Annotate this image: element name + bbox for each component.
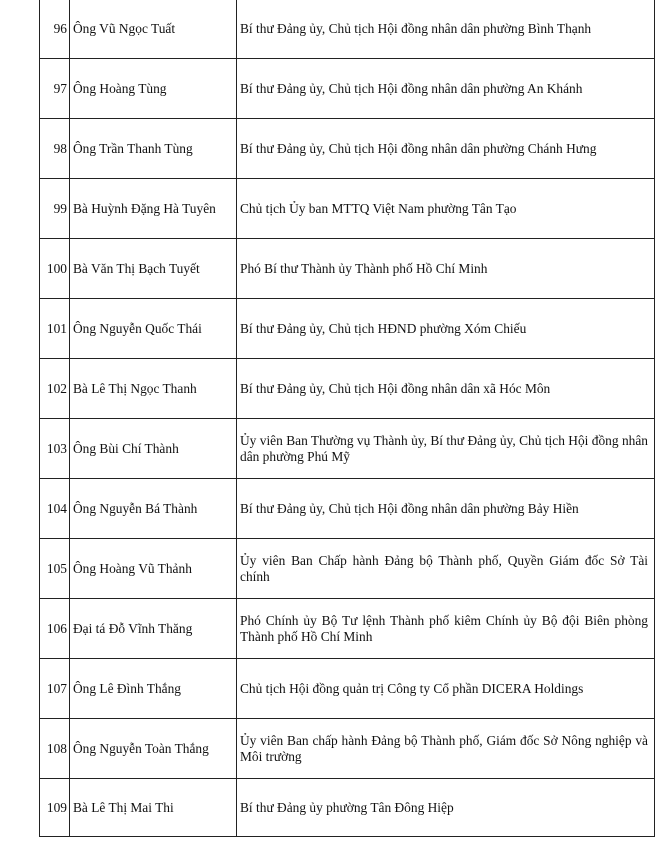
- table-row: [40, 359, 655, 419]
- delegate-position: Ủy viên Ban chấp hành Đảng bộ Thành phố, Giám đốc Sở Nông nghiệp và Môi trường: [237, 719, 655, 779]
- delegate-name: Ông Nguyễn Bá Thành: [70, 479, 237, 539]
- delegate-name: Bà Lê Thị Mai Thi: [70, 779, 237, 837]
- table-row: [40, 479, 655, 539]
- row-number-cell: [40, 539, 70, 599]
- row-number: 107: [46, 680, 67, 696]
- row-number: 108: [46, 740, 67, 756]
- table-row: [40, 419, 655, 479]
- delegate-name: Ông Lê Đình Thắng: [70, 659, 237, 719]
- delegate-name: Ông Trần Thanh Tùng: [70, 119, 237, 179]
- delegate-name: Đại tá Đỗ Vĩnh Thăng: [70, 599, 237, 659]
- table-row: [40, 0, 655, 59]
- delegate-position-text: Bí thư Đảng ủy, Chủ tịch Hội đồng nhân dân phường Bảy Hiền: [240, 500, 579, 516]
- row-number: 100: [46, 260, 67, 276]
- delegate-name: Ông Nguyễn Toàn Thắng: [70, 719, 237, 779]
- row-number: 102: [46, 380, 67, 396]
- row-number-cell: [40, 179, 70, 239]
- delegate-position: Ủy viên Ban Thường vụ Thành ủy, Bí thư Đảng ủy, Chủ tịch Hội đồng nhân dân phường Phú Mỹ: [237, 419, 655, 479]
- row-number: 104: [46, 500, 67, 516]
- delegate-position: [237, 359, 655, 419]
- row-number-cell: [40, 719, 70, 779]
- table-row: [40, 239, 655, 299]
- table-row: [40, 659, 655, 719]
- row-number: 97: [53, 80, 67, 96]
- row-number-cell: [40, 59, 70, 119]
- row-number: 103: [46, 440, 67, 456]
- table-row: [40, 779, 655, 837]
- row-number: 109: [46, 799, 67, 815]
- delegate-position-text: Chủ tịch Ủy ban MTTQ Việt Nam phường Tân Tạo: [240, 200, 517, 216]
- delegate-list-table: [39, 0, 655, 837]
- delegate-position: Phó Chính ủy Bộ Tư lệnh Thành phố kiêm Chính ủy Bộ đội Biên phòng Thành phố Hồ Chí Minh: [237, 599, 655, 659]
- table-row: [40, 59, 655, 119]
- delegate-position: [237, 59, 655, 119]
- row-number: 106: [46, 620, 67, 636]
- row-number-cell: [40, 299, 70, 359]
- delegate-position: [237, 299, 655, 359]
- delegate-position: [237, 179, 655, 239]
- delegate-position-text: Phó Bí thư Thành ủy Thành phố Hồ Chí Minh: [240, 260, 488, 276]
- delegate-position-text: Bí thư Đảng ủy, Chủ tịch Hội đồng nhân dân xã Hóc Môn: [240, 380, 551, 396]
- delegate-position: [237, 779, 655, 837]
- delegate-position-text: Bí thư Đảng ủy, Chủ tịch Hội đồng nhân dân phường Chánh Hưng: [240, 140, 597, 156]
- delegate-position: [237, 659, 655, 719]
- row-number: 99: [53, 200, 67, 216]
- row-number-cell: [40, 119, 70, 179]
- table-row: [40, 539, 655, 599]
- delegate-name: Ông Nguyễn Quốc Thái: [70, 299, 237, 359]
- table-row: [40, 719, 655, 779]
- delegate-position-text: Bí thư Đảng ủy, Chủ tịch Hội đồng nhân dân phường An Khánh: [240, 80, 583, 96]
- row-number-cell: [40, 0, 70, 59]
- delegate-name: Ông Bùi Chí Thành: [70, 419, 237, 479]
- row-number-cell: [40, 359, 70, 419]
- table-row: [40, 299, 655, 359]
- row-number: 101: [46, 320, 67, 336]
- table-row: [40, 119, 655, 179]
- row-number-cell: [40, 779, 70, 837]
- delegate-name: Bà Huỳnh Đặng Hà Tuyên: [70, 179, 237, 239]
- delegate-position-text: Bí thư Đảng ủy phường Tân Đông Hiệp: [240, 799, 454, 815]
- row-number: 105: [46, 560, 67, 576]
- delegate-name: Bà Văn Thị Bạch Tuyết: [70, 239, 237, 299]
- row-number-cell: [40, 599, 70, 659]
- delegate-name: Ông Vũ Ngọc Tuất: [70, 0, 237, 59]
- delegate-name: Ông Hoàng Tùng: [70, 59, 237, 119]
- delegate-position-text: Chủ tịch Hội đồng quản trị Công ty Cổ phần DICERA Holdings: [240, 680, 584, 696]
- delegate-position: [237, 479, 655, 539]
- delegate-name: Bà Lê Thị Ngọc Thanh: [70, 359, 237, 419]
- row-number-cell: [40, 419, 70, 479]
- row-number-cell: [40, 479, 70, 539]
- table-row: [40, 179, 655, 239]
- row-number-cell: [40, 239, 70, 299]
- delegate-position: [237, 119, 655, 179]
- delegate-position: [237, 0, 655, 59]
- delegate-position-text: Bí thư Đảng ủy, Chủ tịch HĐND phường Xóm Chiếu: [240, 320, 527, 336]
- delegate-name: Ông Hoàng Vũ Thảnh: [70, 539, 237, 599]
- delegate-position-text: Bí thư Đảng ủy, Chủ tịch Hội đồng nhân dân phường Bình Thạnh: [240, 20, 592, 36]
- row-number-cell: [40, 659, 70, 719]
- row-number: 98: [53, 140, 67, 156]
- delegate-list-body: [40, 0, 655, 837]
- delegate-position: [237, 239, 655, 299]
- row-number: 96: [53, 20, 67, 36]
- delegate-position: Ủy viên Ban Chấp hành Đảng bộ Thành phố, Quyền Giám đốc Sở Tài chính: [237, 539, 655, 599]
- table-row: [40, 599, 655, 659]
